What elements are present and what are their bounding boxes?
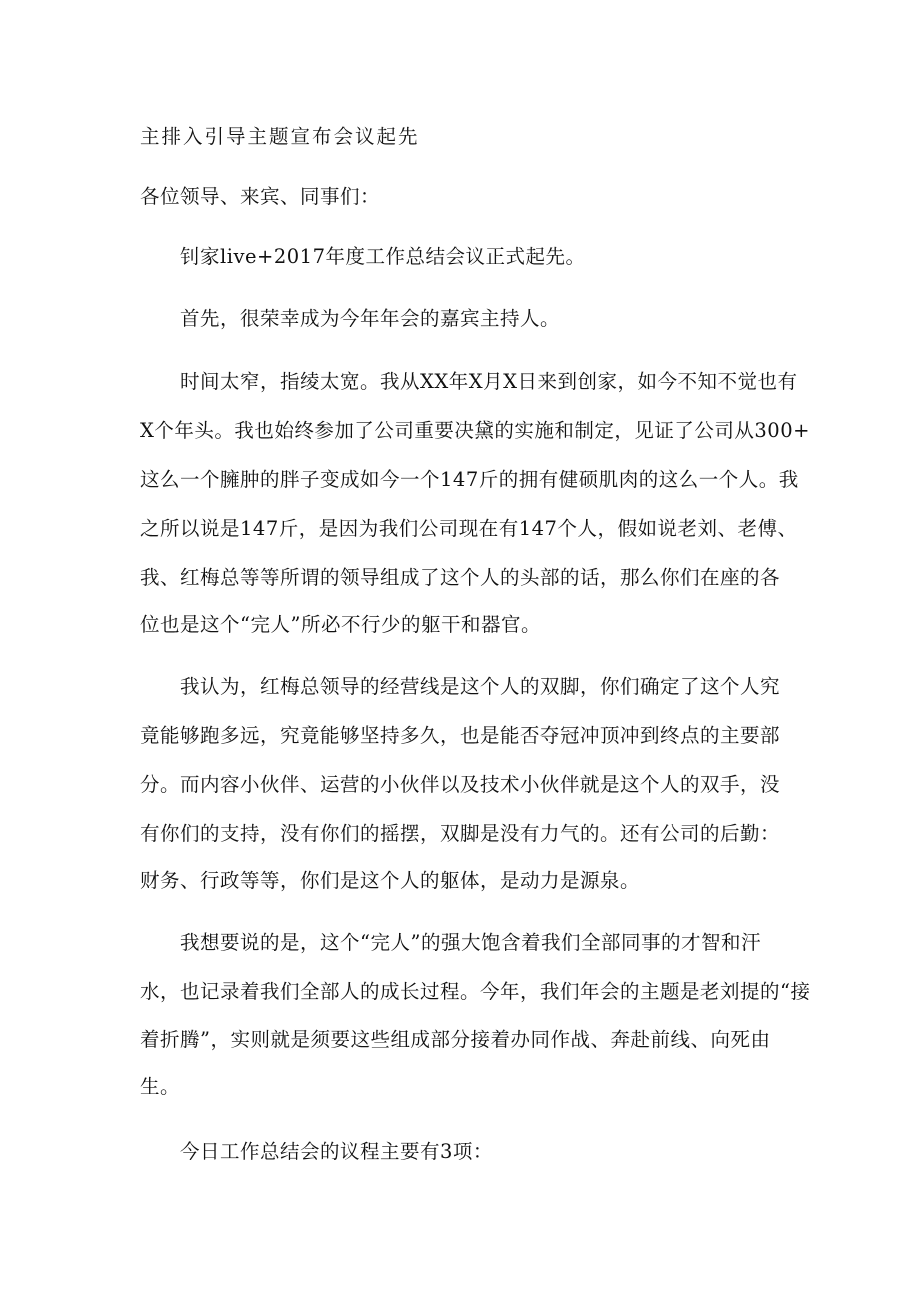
paragraph-6-line-1: 今日工作总结会的议程主要有3项： [180,1140,493,1163]
paragraph-2-line-1: 首先，很荣幸成为今年年会的嘉宾主持人。 [180,307,561,330]
paragraph-4-line-5: 财务、行政等等，你们是这个人的躯体，是动力是源泉。 [140,869,641,892]
paragraph-3-line-5: 我、红梅总等等所谓的领导组成了这个人的头部的话，那么你们在座的各 [140,566,781,589]
paragraph-4-line-4: 有你们的支持，没有你们的摇摆，双脚是没有力气的。还有公司的后勤： [140,822,781,845]
paragraph-5-line-4: 生。 [140,1075,181,1098]
paragraph-3-line-1: 时间太窄，指绫太宽。我从XX年X月X日来到创家，如今不知不觉也有 [180,370,798,393]
paragraph-3-line-6: 位也是这个“完人”所必不行少的躯干和器官。 [140,613,541,636]
paragraph-3-line-3: 这么一个臃肿的胖子变成如今一个147斤的拥有健硕肌肉的这么一个人。我 [140,468,799,491]
paragraph-3-line-4: 之所以说是147斤，是因为我们公司现在有147个人，假如说老刘、老傅、 [140,517,798,540]
paragraph-4-line-1: 我认为，红梅总领导的经营线是这个人的双脚，你们确定了这个人究 [180,675,781,698]
document-title: 主排入引导主题宣布会议起先 [140,125,420,148]
paragraph-5-line-2: 水，也记录着我们全部人的成长过程。今年，我们年会的主题是老刘提的“接 [140,980,811,1003]
paragraph-1-line-1: 钊家live+2017年度工作总结会议正式起先。 [180,245,586,268]
paragraph-4-line-2: 竟能够跑多远，究竟能够坚持多久，也是能否夺冠冲顶冲到终点的主要部 [140,724,781,747]
paragraph-4-line-3: 分。而内容小伙伴、运营的小伙伴以及技术小伙伴就是这个人的双手，没 [140,773,781,796]
paragraph-5-line-3: 着折腾”，实则就是须要这些组成部分接着办同作战、奔赴前线、向死由 [140,1028,771,1051]
paragraph-5-line-1: 我想要说的是，这个“完人”的强大饱含着我们全部同事的才智和汗 [180,931,761,954]
greeting: 各位领导、来宾、同事们： [140,185,381,208]
paragraph-3-line-2: X个年头。我也始终参加了公司重要决黛的实施和制定，见证了公司从300+ [140,419,810,442]
